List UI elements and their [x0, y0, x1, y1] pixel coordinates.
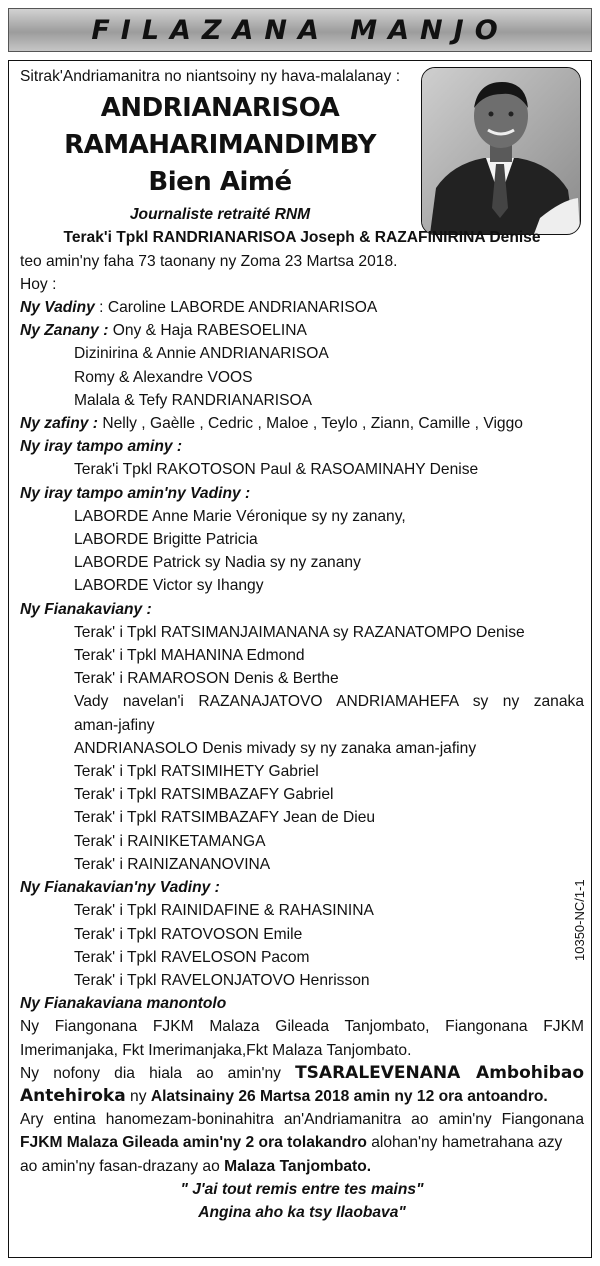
list-item: Romy & Alexandre VOOS	[74, 368, 253, 386]
list-item: Terak' i Tpkl RATSIMBAZAFY Jean de Dieu	[74, 809, 376, 827]
list-item: Terak' i Tpkl RATOVOSON Emile	[74, 925, 303, 943]
service-line1: Ary entina hanomezam-boninahitra an'Andriamanitra ao amin'ny Fiangonana	[20, 1111, 584, 1129]
list-item: Terak' i Tpkl RATSIMIHETY Gabriel	[74, 763, 319, 781]
notice-header	[8, 8, 592, 52]
wake-mid: ny	[125, 1087, 151, 1105]
wake-pre: Ny nofony dia hiala ao amin'ny	[20, 1064, 296, 1082]
reference-code: 10350-NC/1-1	[572, 879, 587, 961]
children-first: Ony & Haja RABESOELINA	[108, 322, 307, 340]
quote-malagasy: Angina aho ka tsy Ilaobava"	[198, 1203, 406, 1221]
grandchildren-label: Ny zafiny :	[20, 415, 98, 433]
grandchildren-line	[20, 412, 584, 435]
list-item: Terak' i Tpkl RAVELONJATOVO Henrisson	[74, 971, 370, 989]
list-item: Dizinirina & Annie ANDRIANARISOA	[74, 345, 329, 363]
list-item: Terak' i Tpkl RAVELOSON Pacom	[74, 948, 310, 966]
notice-title: FILAZANA MANJO	[91, 15, 509, 46]
parents-line: Terak'i Tpkl RANDRIANARISOA Joseph & RAZAFINIRINA Denise	[63, 229, 541, 247]
list-item: Terak'i Tpkl RAKOTOSON Paul & RASOAMINAHY Denise	[74, 461, 479, 479]
list-item: Terak' i RAMAROSON Denis & Berthe	[74, 670, 339, 688]
list-item: LABORDE Victor sy Ihangy	[74, 577, 264, 595]
list-item: Terak' i RAINIZANANOVINA	[74, 855, 271, 873]
intro-text: Sitrak'Andriamanitra no niantsoiny ny hava-malalanay :	[20, 68, 401, 85]
extended-family-label: Ny Fianakaviana manontolo	[20, 995, 227, 1013]
extended-line2: Imerimanjaka, Fkt Imerimanjaka,Fkt Malaza Tanjombato.	[20, 1041, 412, 1059]
death-line: teo amin'ny faha 73 taonany ny Zoma 23 Martsa 2018.	[20, 252, 398, 270]
siblings-label: Ny iray tampo aminy :	[20, 438, 183, 456]
spouse-label: Ny Vadiny	[20, 299, 95, 317]
list-item: aman-jafiny	[74, 716, 155, 734]
family-label: Ny Fianakaviany :	[20, 600, 152, 618]
service-line3	[20, 1155, 584, 1178]
spouse-siblings-label: Ny iray tampo amin'ny Vadiny :	[20, 484, 251, 502]
list-item: Terak' i Tpkl RATSIMBAZAFY Gabriel	[74, 786, 334, 804]
spouse-family-label: Ny Fianakavian'ny Vadiny :	[20, 879, 220, 897]
deceased-name-block	[20, 90, 420, 226]
list-item: Terak' i Tpkl MAHANINA Edmond	[74, 647, 305, 665]
list-item: Malala & Tefy RANDRIANARISOA	[74, 391, 313, 409]
children-line	[20, 319, 584, 342]
list-item: LABORDE Brigitte Patricia	[74, 531, 258, 549]
service-church: FJKM Malaza Gileada amin'ny 2 ora tolakandro	[20, 1134, 367, 1152]
deceased-name-line2: RAMAHARIMANDIMBY	[64, 130, 376, 161]
spouse-line	[20, 296, 584, 319]
wake-place: TSARALEVENANA Ambohibao	[295, 1062, 584, 1083]
extended-line1: Ny Fiangonana FJKM Malaza Gileada Tanjombato, Fiangonana FJKM	[20, 1018, 584, 1036]
wake-date: Alatsinainy 26 Martsa 2018 amin ny 12 ora antoandro.	[150, 1087, 548, 1105]
service-line3-pre: ao amin'ny fasan-drazany ao	[20, 1157, 225, 1175]
deceased-name-line1: ANDRIANARISOA	[100, 93, 340, 124]
children-label: Ny Zanany :	[20, 322, 109, 340]
service-after: alohan'ny hametrahana azy	[366, 1134, 563, 1152]
spouse-value: : Caroline LABORDE ANDRIANARISOA	[94, 299, 378, 317]
grandchildren-value: Nelly , Gaèlle , Cedric , Maloe , Teylo , Ziann, Camille , Viggo	[97, 415, 523, 433]
deceased-name-line3: Bien Aimé	[148, 167, 292, 198]
wake-place-2: Antehiroka	[20, 1085, 126, 1106]
list-item: LABORDE Anne Marie Véronique sy ny zanany,	[74, 507, 406, 525]
list-item: Terak' i Tpkl RATSIMANJAIMANANA sy RAZANATOMPO Denise	[74, 623, 525, 641]
notice-body	[20, 65, 584, 1224]
profession: Journaliste retraité RNM	[129, 206, 311, 224]
service-line2	[20, 1131, 584, 1154]
list-item: ANDRIANASOLO Denis mivady sy ny zanaka aman-jafiny	[74, 739, 477, 757]
list-item: LABORDE Patrick sy Nadia sy ny zanany	[74, 554, 361, 572]
hoy-line: Hoy :	[20, 275, 57, 293]
notice-box	[8, 60, 592, 1258]
list-item: Terak' i RAINIKETAMANGA	[74, 832, 266, 850]
wake-paragraph	[20, 1062, 584, 1108]
service-place: Malaza Tanjombato.	[224, 1157, 372, 1175]
quote-french: " J'ai tout remis entre tes mains"	[180, 1180, 424, 1198]
list-item: Vady navelan'i RAZANAJATOVO ANDRIAMAHEFA sy ny zanaka	[74, 693, 584, 711]
list-item: Terak' i Tpkl RAINIDAFINE & RAHASININA	[74, 902, 374, 920]
